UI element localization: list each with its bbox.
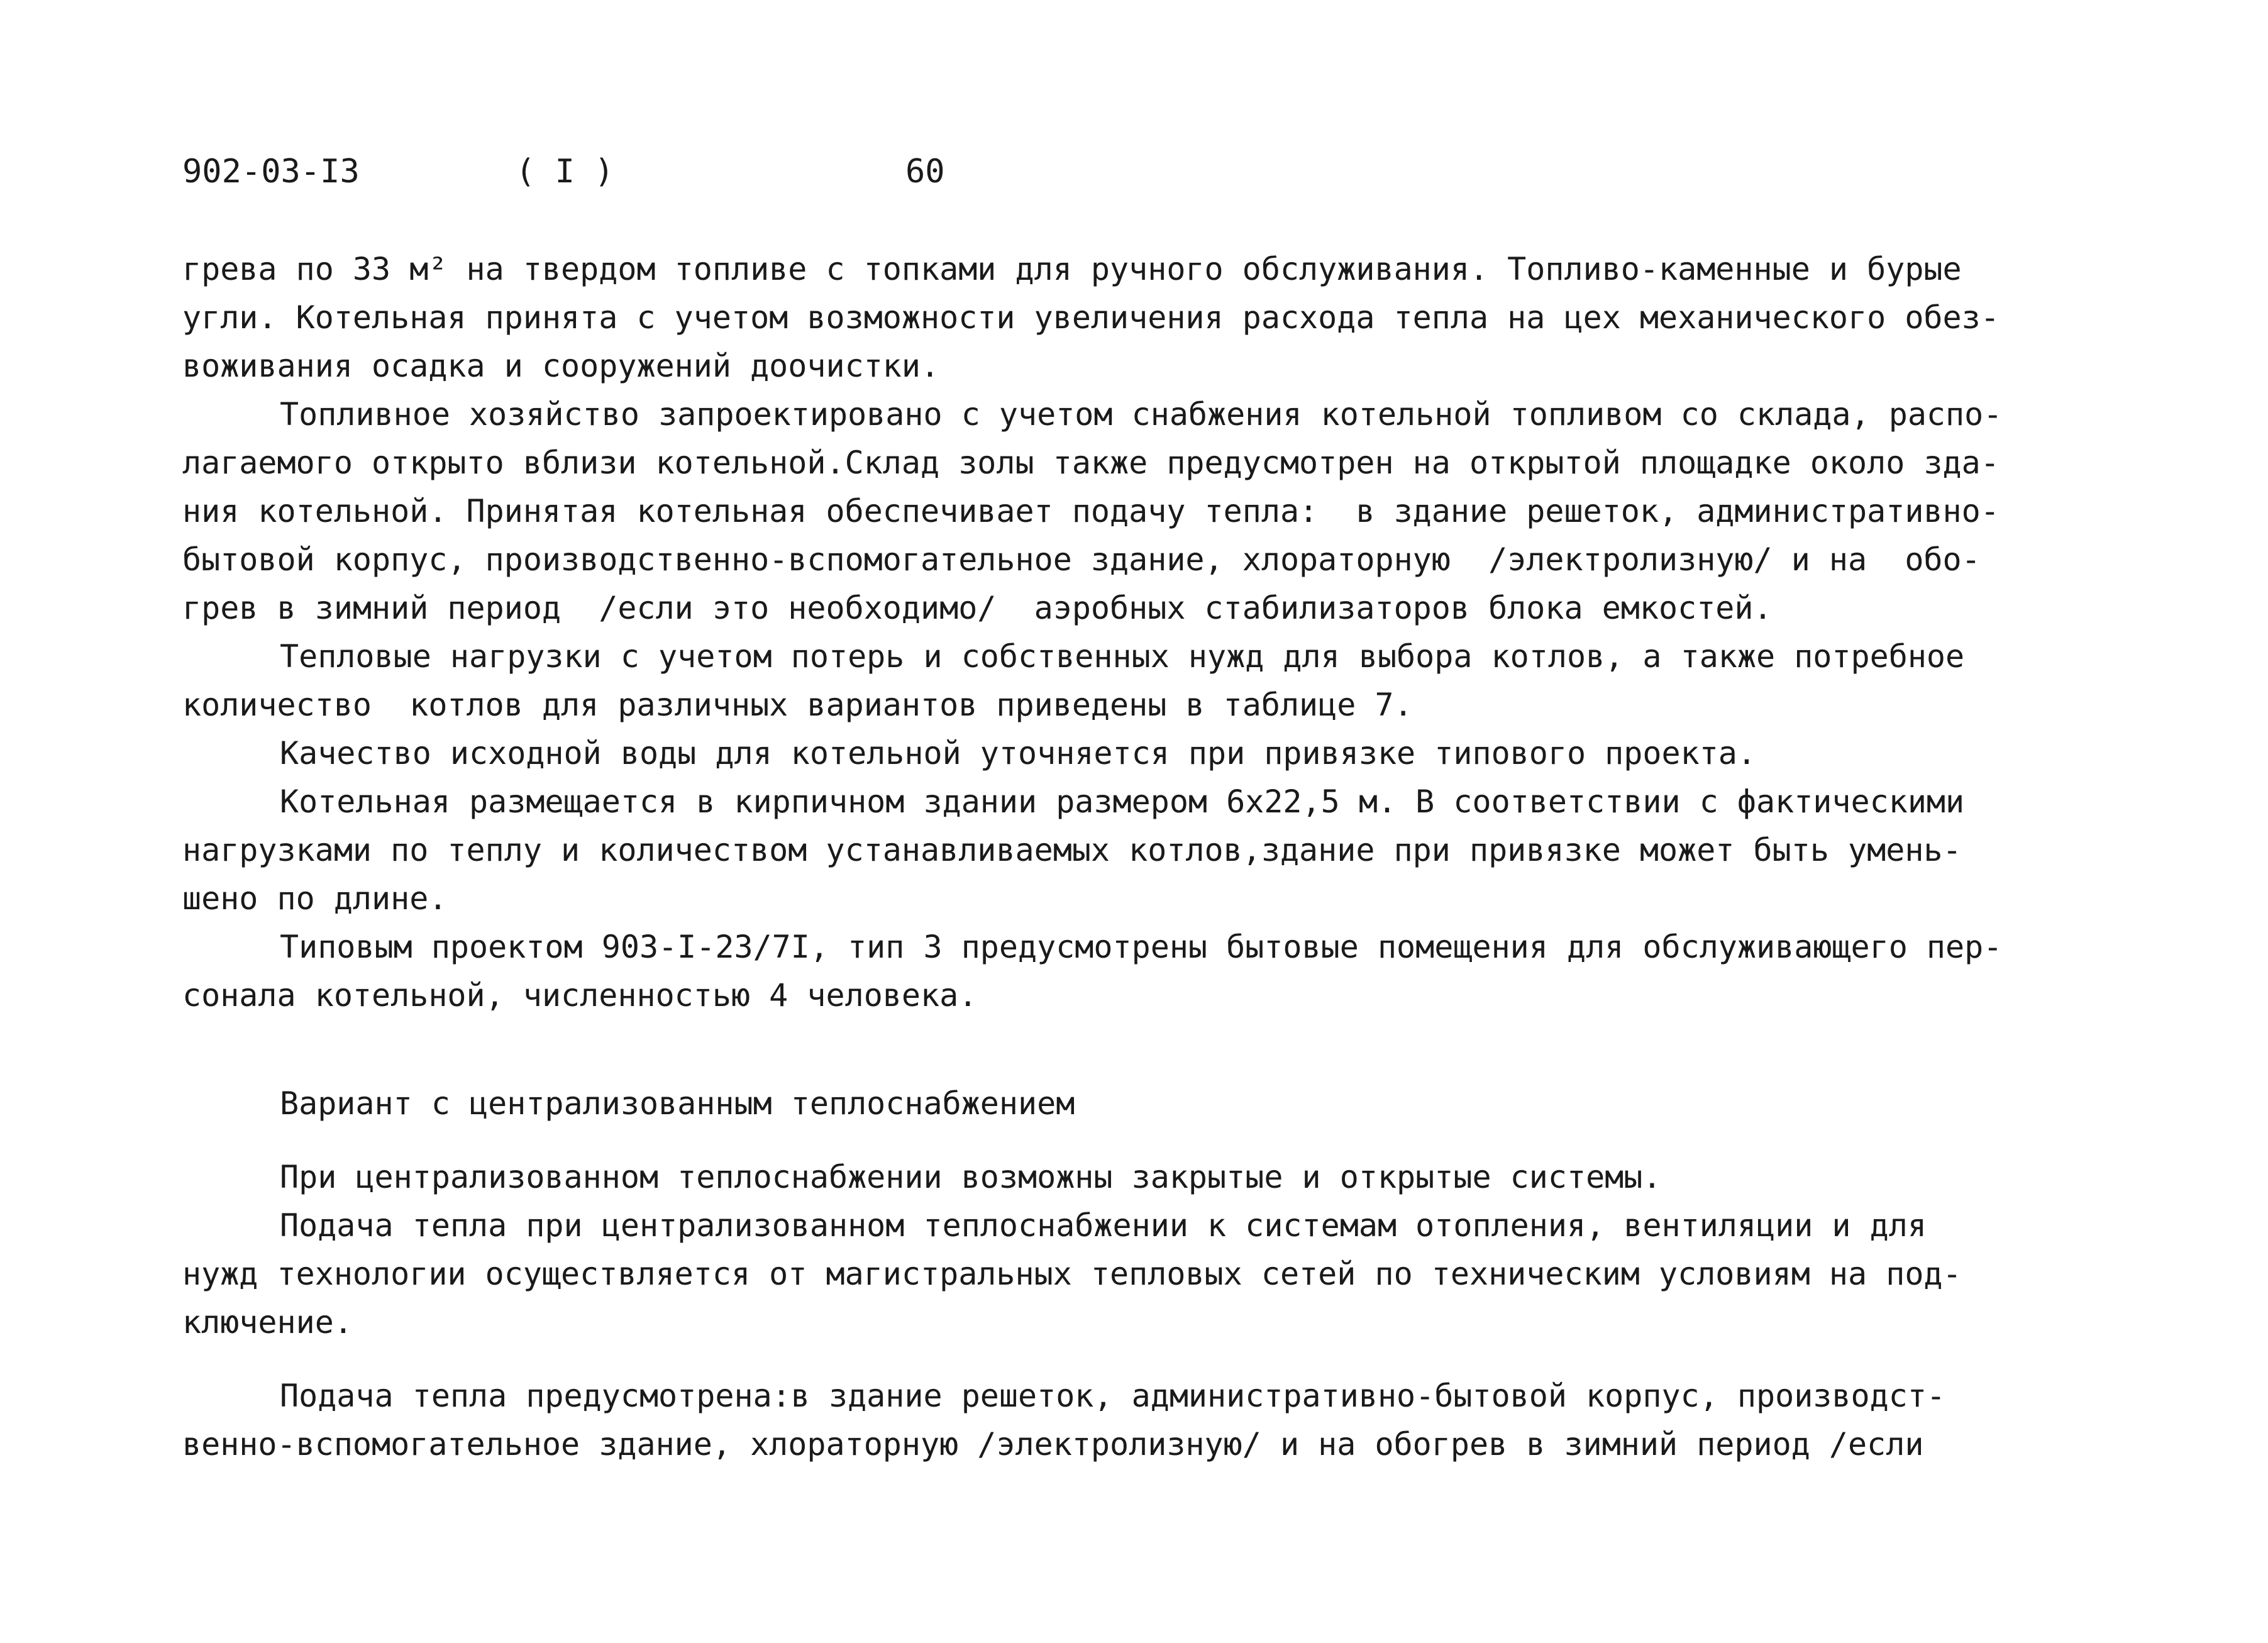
text-line: Тепловые нагрузки с учетом потерь и собственных нужд для выбора котлов, а также потребное [280,638,1965,675]
text-line: Типовым проектом 903-I-23/7I, тип 3 предусмотрены бытовые помещения для обслуживающего пер- [280,929,2003,965]
text-line: Подача тепла при централизованном теплоснабжении к системам отопления, вентиляции и для [280,1207,1927,1244]
text-line: лагаемого открыто вблизи котельной.Склад золы также предусмотрен на открытой площадке около зда- [182,445,2000,481]
text-line: шено по длине. [182,880,448,917]
text-line: воживания осадка и сооружений доочистки. [182,348,940,384]
text-line: Котельная размещается в кирпичном здании размером 6х22,5 м. В соответствии с фактическими [280,783,1965,820]
text-line: Качество исходной воды для котельной уточняется при привязке типового проекта. [280,735,1756,772]
text-line: нужд технологии осуществляется от магистральных тепловых сетей по техническим условиям на под- [182,1256,1962,1292]
text-line: угли. Котельная принята с учетом возможности увеличения расхода тепла на цех механического обез- [182,299,2000,336]
text-line: ния котельной. Принятая котельная обеспечивает подачу тепла: в здание решеток, административно- [182,493,2000,529]
text-line: нагрузками по теплу и количеством устанавливаемых котлов,здание при привязке может быть умень- [182,832,1962,868]
text-line: количество котлов для различных вариантов приведены в таблице 7. [182,687,1413,723]
text-line: Топливное хозяйство запроектировано с учетом снабжения котельной топливом со склада, распо- [280,396,2003,433]
document-part: ( I ) [516,153,614,191]
text-line: ключение. [182,1304,353,1341]
page-number: 60 [905,153,945,191]
text-line: При централизованном теплоснабжении возможны закрытые и открытые системы. [280,1159,1662,1195]
text-line: венно-вспомогательное здание, хлораторную /электролизную/ и на обогрев в зимний период /если [182,1426,1924,1463]
body-text [182,245,2106,1469]
text-line: бытовой корпус, производственно-вспомогательное здание, хлораторную /электролизную/ и на обо- [182,541,1981,578]
text-line: Подача тепла предусмотрена:в здание решеток, административно-бытовой корпус, производст- [280,1378,1946,1414]
text-line: грев в зимний период /если это необходимо/ аэробных стабилизаторов блока емкостей. [182,590,1773,626]
text-line: грева по 33 м² на твердом топливе с топками для ручного обслуживания. Топливо-каменные и бурые [182,251,1962,287]
document-code: 902-03-I3 [182,153,360,191]
section-heading: Вариант с централизованным теплоснабжением [280,1085,1075,1122]
text-line: сонала котельной, численностью 4 человека. [182,977,978,1014]
